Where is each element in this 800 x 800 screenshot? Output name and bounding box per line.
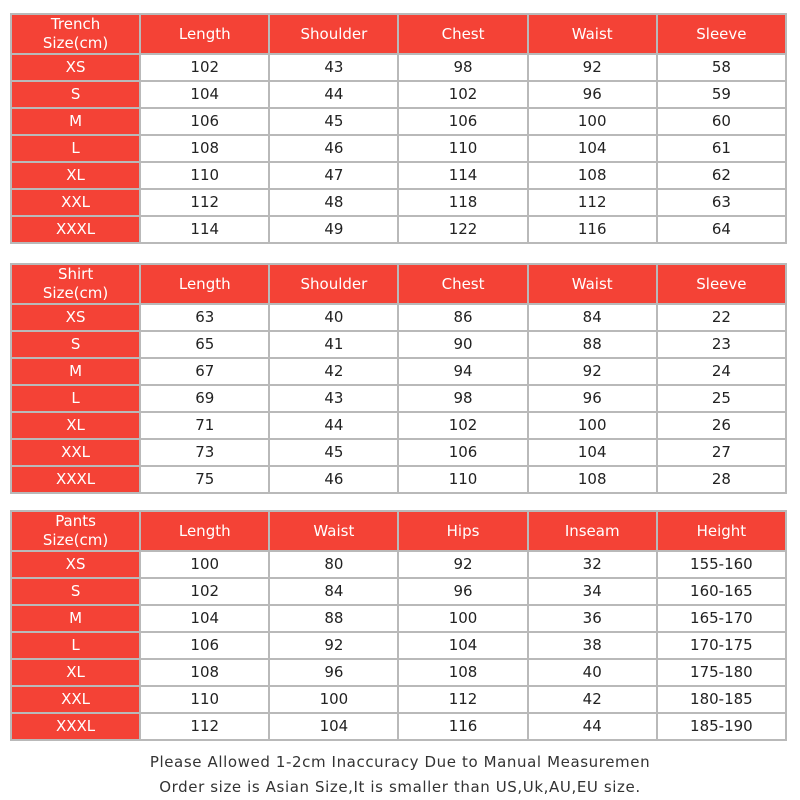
table-cell: 86 [399,305,526,330]
column-header: Chest [399,15,526,53]
table-cell: 46 [270,467,397,492]
column-header: Shoulder [270,265,397,303]
size-unit-label: Size(cm) [42,531,109,549]
table-cell: 75 [141,467,268,492]
corner-cell [12,512,139,550]
table-cell: 46 [270,136,397,161]
table-cell: 59 [658,82,785,107]
table-cell: 155-160 [658,552,785,577]
column-header: Waist [529,15,656,53]
table-cell: 96 [529,82,656,107]
column-header: Length [141,265,268,303]
table-cell: 84 [529,305,656,330]
column-header: Chest [399,265,526,303]
table-row [12,413,785,438]
table-cell: 100 [529,413,656,438]
size-label: M [12,606,139,631]
column-header: Length [141,512,268,550]
size-label: XL [12,413,139,438]
table-cell: 104 [270,714,397,739]
table-cell: 102 [399,82,526,107]
column-header: Inseam [529,512,656,550]
table-cell: 44 [270,82,397,107]
table-cell: 110 [141,687,268,712]
table-cell: 116 [529,217,656,242]
pants-size-table [10,510,787,741]
table-cell: 170-175 [658,633,785,658]
table-row [12,660,785,685]
table-cell: 108 [529,163,656,188]
size-label: XXL [12,440,139,465]
table-cell: 88 [529,332,656,357]
column-header: Sleeve [658,15,785,53]
table-row [12,714,785,739]
table-cell: 69 [141,386,268,411]
table-cell: 64 [658,217,785,242]
table-cell: 106 [141,109,268,134]
table-cell: 63 [141,305,268,330]
table-cell: 160-165 [658,579,785,604]
table-cell: 71 [141,413,268,438]
table-cell: 185-190 [658,714,785,739]
table-cell: 67 [141,359,268,384]
table-row [12,55,785,80]
table-row [12,606,785,631]
table-cell: 43 [270,386,397,411]
table-row [12,190,785,215]
table-cell: 41 [270,332,397,357]
size-label: M [12,359,139,384]
size-unit-label: Size(cm) [42,284,109,302]
table-cell: 28 [658,467,785,492]
table-cell: 96 [529,386,656,411]
table-cell: 60 [658,109,785,134]
table-cell: 104 [141,82,268,107]
table-cell: 118 [399,190,526,215]
column-header: Sleeve [658,265,785,303]
table-title: Trench [50,15,101,33]
table-row [12,687,785,712]
size-label: XXXL [12,467,139,492]
table-cell: 112 [141,190,268,215]
table-cell: 63 [658,190,785,215]
table-cell: 61 [658,136,785,161]
table-header-row [12,15,785,53]
table-cell: 106 [399,109,526,134]
table-cell: 34 [529,579,656,604]
table-cell: 165-170 [658,606,785,631]
table-cell: 100 [270,687,397,712]
table-cell: 25 [658,386,785,411]
table-row [12,552,785,577]
table-cell: 108 [141,660,268,685]
table-cell: 32 [529,552,656,577]
table-cell: 110 [399,136,526,161]
table-row [12,467,785,492]
table-cell: 106 [399,440,526,465]
table-row [12,440,785,465]
table-cell: 104 [529,136,656,161]
table-cell: 96 [399,579,526,604]
size-label: S [12,332,139,357]
table-cell: 110 [141,163,268,188]
table-cell: 112 [399,687,526,712]
table-row [12,217,785,242]
size-label: XXXL [12,217,139,242]
table-cell: 116 [399,714,526,739]
table-cell: 90 [399,332,526,357]
table-cell: 62 [658,163,785,188]
table-cell: 108 [141,136,268,161]
table-cell: 40 [529,660,656,685]
table-row [12,386,785,411]
table-header-row [12,265,785,303]
size-label: M [12,109,139,134]
table-cell: 106 [141,633,268,658]
table-cell: 45 [270,440,397,465]
table-cell: 180-185 [658,687,785,712]
table-cell: 102 [141,55,268,80]
size-label: XL [12,660,139,685]
size-label: XXXL [12,714,139,739]
table-cell: 44 [529,714,656,739]
table-row [12,332,785,357]
table-cell: 58 [658,55,785,80]
size-label: XL [12,163,139,188]
table-row [12,136,785,161]
column-header: Length [141,15,268,53]
column-header: Waist [270,512,397,550]
table-cell: 49 [270,217,397,242]
table-row [12,305,785,330]
table-cell: 92 [529,55,656,80]
column-header: Hips [399,512,526,550]
table-cell: 114 [141,217,268,242]
asian-size-note: Order size is Asian Size,It is smaller than US,Uk,AU,EU size. [159,778,641,796]
table-row [12,82,785,107]
corner-cell [12,15,139,53]
table-row [12,109,785,134]
table-cell: 96 [270,660,397,685]
size-label: XS [12,305,139,330]
table-cell: 65 [141,332,268,357]
table-cell: 23 [658,332,785,357]
table-cell: 22 [658,305,785,330]
table-cell: 114 [399,163,526,188]
corner-cell [12,265,139,303]
table-cell: 104 [529,440,656,465]
table-cell: 40 [270,305,397,330]
table-cell: 112 [141,714,268,739]
table-cell: 175-180 [658,660,785,685]
trench-size-table [10,13,787,244]
table-row [12,359,785,384]
table-cell: 36 [529,606,656,631]
table-cell: 38 [529,633,656,658]
table-cell: 94 [399,359,526,384]
size-label: XS [12,55,139,80]
table-cell: 73 [141,440,268,465]
column-header: Shoulder [270,15,397,53]
table-cell: 102 [399,413,526,438]
table-cell: 122 [399,217,526,242]
table-cell: 84 [270,579,397,604]
table-cell: 80 [270,552,397,577]
table-cell: 102 [141,579,268,604]
table-header-row [12,512,785,550]
table-cell: 26 [658,413,785,438]
table-cell: 44 [270,413,397,438]
table-cell: 98 [399,386,526,411]
table-row [12,579,785,604]
accuracy-note: Please Allowed 1-2cm Inaccuracy Due to Manual Measuremen [149,753,651,771]
size-unit-label: Size(cm) [42,34,109,52]
size-label: XS [12,552,139,577]
table-cell: 100 [141,552,268,577]
table-cell: 98 [399,55,526,80]
table-cell: 100 [399,606,526,631]
shirt-size-table [10,263,787,494]
table-cell: 110 [399,467,526,492]
table-cell: 100 [529,109,656,134]
table-cell: 108 [529,467,656,492]
size-label: XXL [12,687,139,712]
table-cell: 92 [529,359,656,384]
table-cell: 48 [270,190,397,215]
size-label: L [12,386,139,411]
column-header: Height [658,512,785,550]
table-title: Shirt [57,265,94,283]
column-header: Waist [529,265,656,303]
size-label: S [12,579,139,604]
table-cell: 45 [270,109,397,134]
table-cell: 92 [399,552,526,577]
table-row [12,633,785,658]
table-cell: 112 [529,190,656,215]
table-cell: 43 [270,55,397,80]
table-cell: 88 [270,606,397,631]
table-cell: 108 [399,660,526,685]
size-label: L [12,136,139,161]
size-label: L [12,633,139,658]
table-cell: 92 [270,633,397,658]
table-cell: 104 [141,606,268,631]
table-row [12,163,785,188]
table-cell: 42 [270,359,397,384]
table-cell: 104 [399,633,526,658]
size-label: S [12,82,139,107]
table-cell: 42 [529,687,656,712]
table-cell: 47 [270,163,397,188]
table-cell: 27 [658,440,785,465]
size-label: XXL [12,190,139,215]
table-cell: 24 [658,359,785,384]
table-title: Pants [55,512,96,530]
